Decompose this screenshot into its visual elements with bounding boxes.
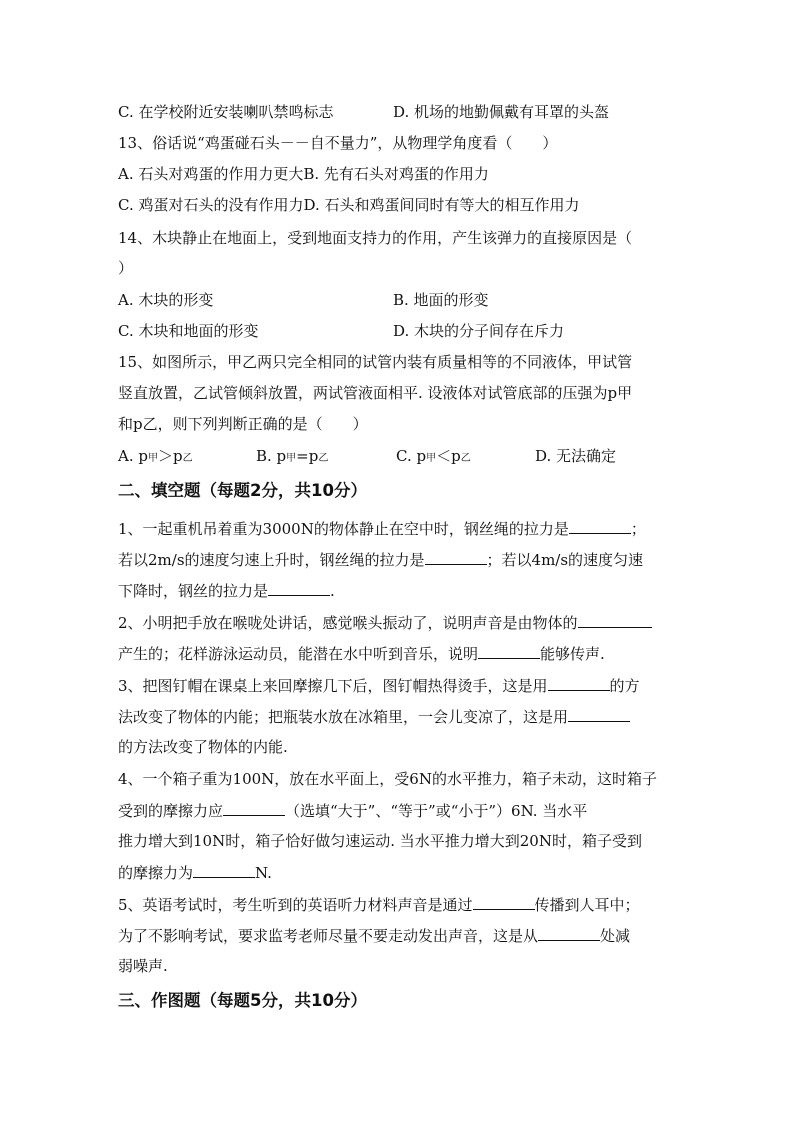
fill-q1-text-3: 若以2m/s的速度匀速上升时，钢丝绳的拉力是: [118, 551, 425, 569]
fill-q3-line1: [118, 675, 640, 696]
fill-q5-line3: 弱噪声.: [118, 957, 168, 975]
q15-option-b-sub2: 乙: [318, 453, 329, 464]
q14-option-b: B. 地面的形变: [393, 291, 489, 309]
fill-q4-line4: [118, 862, 272, 883]
q14-option-c: C. 木块和地面的形变: [118, 322, 259, 340]
fill-q1-line1: [118, 518, 646, 539]
answer-blank[interactable]: [425, 549, 487, 565]
q14-option-a: A. 木块的形变: [118, 291, 214, 309]
fill-q4-text-4: N.: [255, 864, 272, 882]
fill-q1-text-2: ；: [630, 520, 646, 538]
fill-q3-line2: [118, 706, 630, 727]
fill-q2-text-1: 2、小明把手放在喉咙处讲话，感觉喉头振动了，说明声音是由物体的: [118, 614, 578, 632]
q15-option-c-sub1: 甲: [426, 453, 437, 464]
fill-q4-line1: 4、一个箱子重为100N，放在水平面上，受6N的水平推力，箱子未动，这时箱子: [118, 770, 657, 788]
q15-option-c-text: C. p: [396, 447, 427, 465]
fill-q4-text-1: 受到的摩擦力应: [118, 802, 224, 820]
fill-q1-text-1: 1、一起重机吊着重为3000N的物体静止在空中时，钢丝绳的拉力是: [118, 520, 569, 538]
q15-option-a-mid: ＞p: [157, 447, 183, 465]
q15-option-c-sub2: 乙: [460, 453, 471, 464]
q12-option-c: C. 在学校附近安装喇叭禁鸣标志: [118, 103, 334, 121]
answer-blank[interactable]: [548, 675, 610, 691]
answer-blank[interactable]: [478, 643, 540, 659]
answer-blank[interactable]: [268, 580, 330, 596]
fill-q3-text-1: 3、把图钉帽在课桌上来回摩擦几下后，图钉帽热得烫手，这是用: [118, 677, 548, 695]
fill-q2-text-3: 能够传声.: [540, 645, 605, 663]
answer-blank[interactable]: [223, 800, 285, 816]
fill-q5-line1: [118, 894, 640, 915]
q15-stem-line3: 和p乙，则下列判断正确的是（ ）: [118, 415, 368, 433]
q14-stem-line1: 14、木块静止在地面上，受到地面支持力的作用，产生该弹力的直接原因是（: [118, 229, 633, 247]
answer-blank[interactable]: [193, 862, 255, 878]
fill-q5-text-2: 传播到人耳中；: [534, 896, 640, 914]
q15-option-c: [396, 446, 471, 469]
fill-q1-text-6: .: [330, 582, 335, 600]
section-3-title: 三、作图题（每题5分，共10分）: [118, 991, 367, 1010]
q13-options-ab: A. 石头对鸡蛋的作用力更大B. 先有石头对鸡蛋的作用力: [118, 165, 489, 183]
q15-option-a-sub2: 乙: [182, 453, 193, 464]
q15-stem-line2: 竖直放置，乙试管倾斜放置，两试管液面相平. 设液体对试管底部的压强为p甲: [118, 384, 633, 402]
answer-blank[interactable]: [578, 612, 652, 628]
fill-q1-line2: [118, 549, 643, 570]
fill-q3-text-2: 的方: [609, 677, 640, 695]
fill-q1-line3: [118, 580, 335, 601]
q15-stem-line1: 15、如图所示，甲乙两只完全相同的试管内装有质量相等的不同液体，甲试管: [118, 353, 633, 371]
q12-option-d: D. 机场的地勤佩戴有耳罩的头盔: [393, 103, 610, 121]
q15-option-a: [118, 446, 193, 469]
q15-option-a-sub1: 甲: [147, 453, 158, 464]
fill-q4-text-3: 的摩擦力为: [118, 864, 194, 882]
fill-q4-line2: [118, 800, 587, 821]
q15-option-b-mid: =p: [296, 447, 319, 465]
fill-q3-text-3: 法改变了物体的内能；把瓶装水放在冰箱里，一会儿变凉了，这是用: [118, 708, 569, 726]
fill-q5-text-1: 5、英语考试时，考生听到的英语听力材料声音是通过: [118, 896, 473, 914]
fill-q1-text-4: ；若以4m/s的速度匀速: [486, 551, 644, 569]
answer-blank[interactable]: [473, 894, 535, 910]
q15-option-c-mid: ＜p: [436, 447, 461, 465]
q15-option-a-text: A. p: [118, 447, 148, 465]
fill-q3-line3: 的方法改变了物体的内能.: [118, 738, 288, 756]
section-2-title: 二、填空题（每题2分，共10分）: [118, 481, 367, 500]
fill-q2-line1: [118, 612, 652, 633]
fill-q5-line2: [118, 925, 630, 946]
answer-blank[interactable]: [569, 518, 631, 534]
q15-option-b-text: B. p: [256, 447, 287, 465]
q13-stem: 13、俗话说“鸡蛋碰石头－－自不量力”，从物理学角度看（ ）: [118, 134, 558, 152]
q15-option-b: [256, 446, 328, 469]
q14-option-d: D. 木块的分子间存在斥力: [393, 322, 565, 340]
fill-q5-text-4: 处减: [600, 927, 631, 945]
fill-q2-text-2: 产生的；花样游泳运动员，能潜在水中听到音乐，说明: [118, 645, 479, 663]
q15-option-b-sub1: 甲: [286, 453, 297, 464]
fill-q4-text-2: （选填“大于”、“等于”或“小于”）6N. 当水平: [285, 802, 588, 820]
fill-q1-text-5: 下降时，钢丝的拉力是: [118, 582, 269, 600]
fill-q2-line2: [118, 643, 605, 664]
answer-blank[interactable]: [568, 706, 630, 722]
fill-q4-line3: 推力增大到10N时，箱子恰好做匀速运动. 当水平推力增大到20N时，箱子受到: [118, 832, 642, 850]
fill-q5-text-3: 为了不影响考试，要求监考老师尽量不要走动发出声音，这是从: [118, 927, 539, 945]
q13-options-cd: C. 鸡蛋对石头的没有作用力D. 石头和鸡蛋间同时有等大的相互作用力: [118, 196, 580, 214]
q14-stem-line2: ）: [118, 259, 134, 277]
answer-blank[interactable]: [538, 925, 600, 941]
q15-option-d: D. 无法确定: [535, 447, 617, 465]
